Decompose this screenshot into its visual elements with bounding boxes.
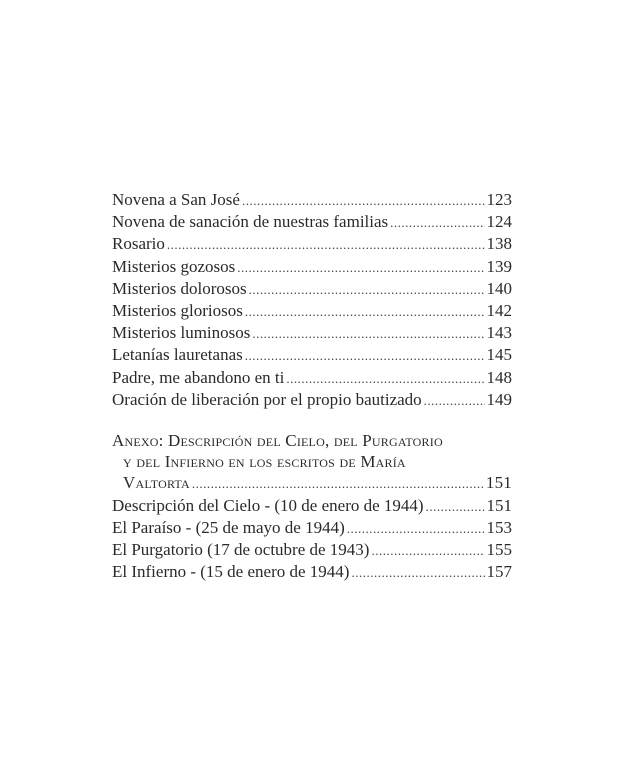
- toc-entry-title: Novena de sanación de nuestras familias: [112, 212, 389, 232]
- toc-entry[interactable]: [112, 322, 512, 344]
- dot-leader: [371, 540, 484, 561]
- annex-entry-title: El Purgatorio (17 de octubre de 1943): [112, 540, 370, 560]
- toc-entry-page: 140: [486, 278, 512, 298]
- annex-entry-page: 155: [486, 540, 512, 560]
- annex-heading[interactable]: [112, 430, 512, 495]
- toc-entry-title: Novena a San José: [112, 190, 240, 209]
- dot-leader: [249, 279, 485, 300]
- dot-leader: [167, 234, 485, 255]
- toc-entry-page: 124: [486, 212, 512, 232]
- dot-leader: [252, 323, 484, 344]
- dot-leader: [242, 190, 485, 211]
- annex-heading-last-line: [112, 472, 512, 494]
- dot-leader: [426, 496, 485, 517]
- toc-entry-title: Misterios gozosos: [112, 256, 236, 276]
- annex-entry-page: 157: [486, 562, 512, 582]
- toc-entry[interactable]: [112, 256, 512, 278]
- toc-entry-page: 138: [486, 234, 512, 254]
- dot-leader: [237, 257, 484, 278]
- toc-entry-title: Misterios gloriosos: [112, 301, 243, 321]
- annex-entry[interactable]: [112, 517, 512, 539]
- annex-heading-line: Valtorta: [123, 473, 190, 493]
- table-of-contents: [112, 189, 512, 583]
- annex-heading-line: y del Infierno en los escritos de María: [123, 452, 406, 472]
- toc-entry[interactable]: [112, 211, 512, 233]
- toc-entry-page: 143: [486, 323, 512, 343]
- dot-leader: [390, 212, 484, 233]
- section-spacer: [112, 411, 512, 430]
- annex-entry-title: El Infierno - (15 de enero de 1944): [112, 562, 350, 582]
- dot-leader: [424, 390, 485, 411]
- toc-entry-title: Padre, me abandono en ti: [112, 367, 285, 387]
- dot-leader: [245, 301, 485, 322]
- toc-entry-page: 142: [486, 301, 512, 321]
- toc-entry-page: 123: [486, 190, 512, 209]
- toc-entry-title: Misterios dolorosos: [112, 278, 247, 298]
- annex-entry[interactable]: [112, 539, 512, 561]
- toc-entry-page: 139: [486, 256, 512, 276]
- toc-entry-page: 148: [486, 367, 512, 387]
- dot-leader: [351, 562, 484, 583]
- toc-entry-title: Letanías lauretanas: [112, 345, 243, 365]
- toc-entry-title: Rosario: [112, 234, 165, 254]
- dot-leader: [245, 345, 485, 366]
- toc-entry-page: 145: [486, 345, 512, 365]
- annex-heading-page: 151: [485, 473, 512, 493]
- dot-leader: [192, 473, 484, 494]
- annex-entry[interactable]: [112, 561, 512, 583]
- dot-leader: [286, 368, 484, 389]
- toc-entry[interactable]: [112, 367, 512, 389]
- toc-entry-page: 149: [486, 389, 512, 409]
- toc-entry[interactable]: [112, 278, 512, 300]
- toc-entry[interactable]: [112, 189, 512, 211]
- annex-heading-line: Anexo: Descripción del Cielo, del Purgatorio: [112, 431, 443, 451]
- toc-entry[interactable]: [112, 389, 512, 411]
- toc-entry[interactable]: [112, 300, 512, 322]
- toc-entry[interactable]: [112, 344, 512, 366]
- annex-entry-title: El Paraíso - (25 de mayo de 1944): [112, 517, 345, 537]
- annex-entry-page: 151: [486, 495, 512, 515]
- annex-entry-page: 153: [486, 517, 512, 537]
- annex-entry-title: Descripción del Cielo - (10 de enero de 1944): [112, 495, 424, 515]
- toc-entry[interactable]: [112, 233, 512, 255]
- toc-entry-title: Oración de liberación por el propio bautizado: [112, 389, 422, 409]
- toc-entry-title: Misterios luminosos: [112, 323, 251, 343]
- dot-leader: [347, 518, 485, 539]
- annex-entry[interactable]: [112, 495, 512, 517]
